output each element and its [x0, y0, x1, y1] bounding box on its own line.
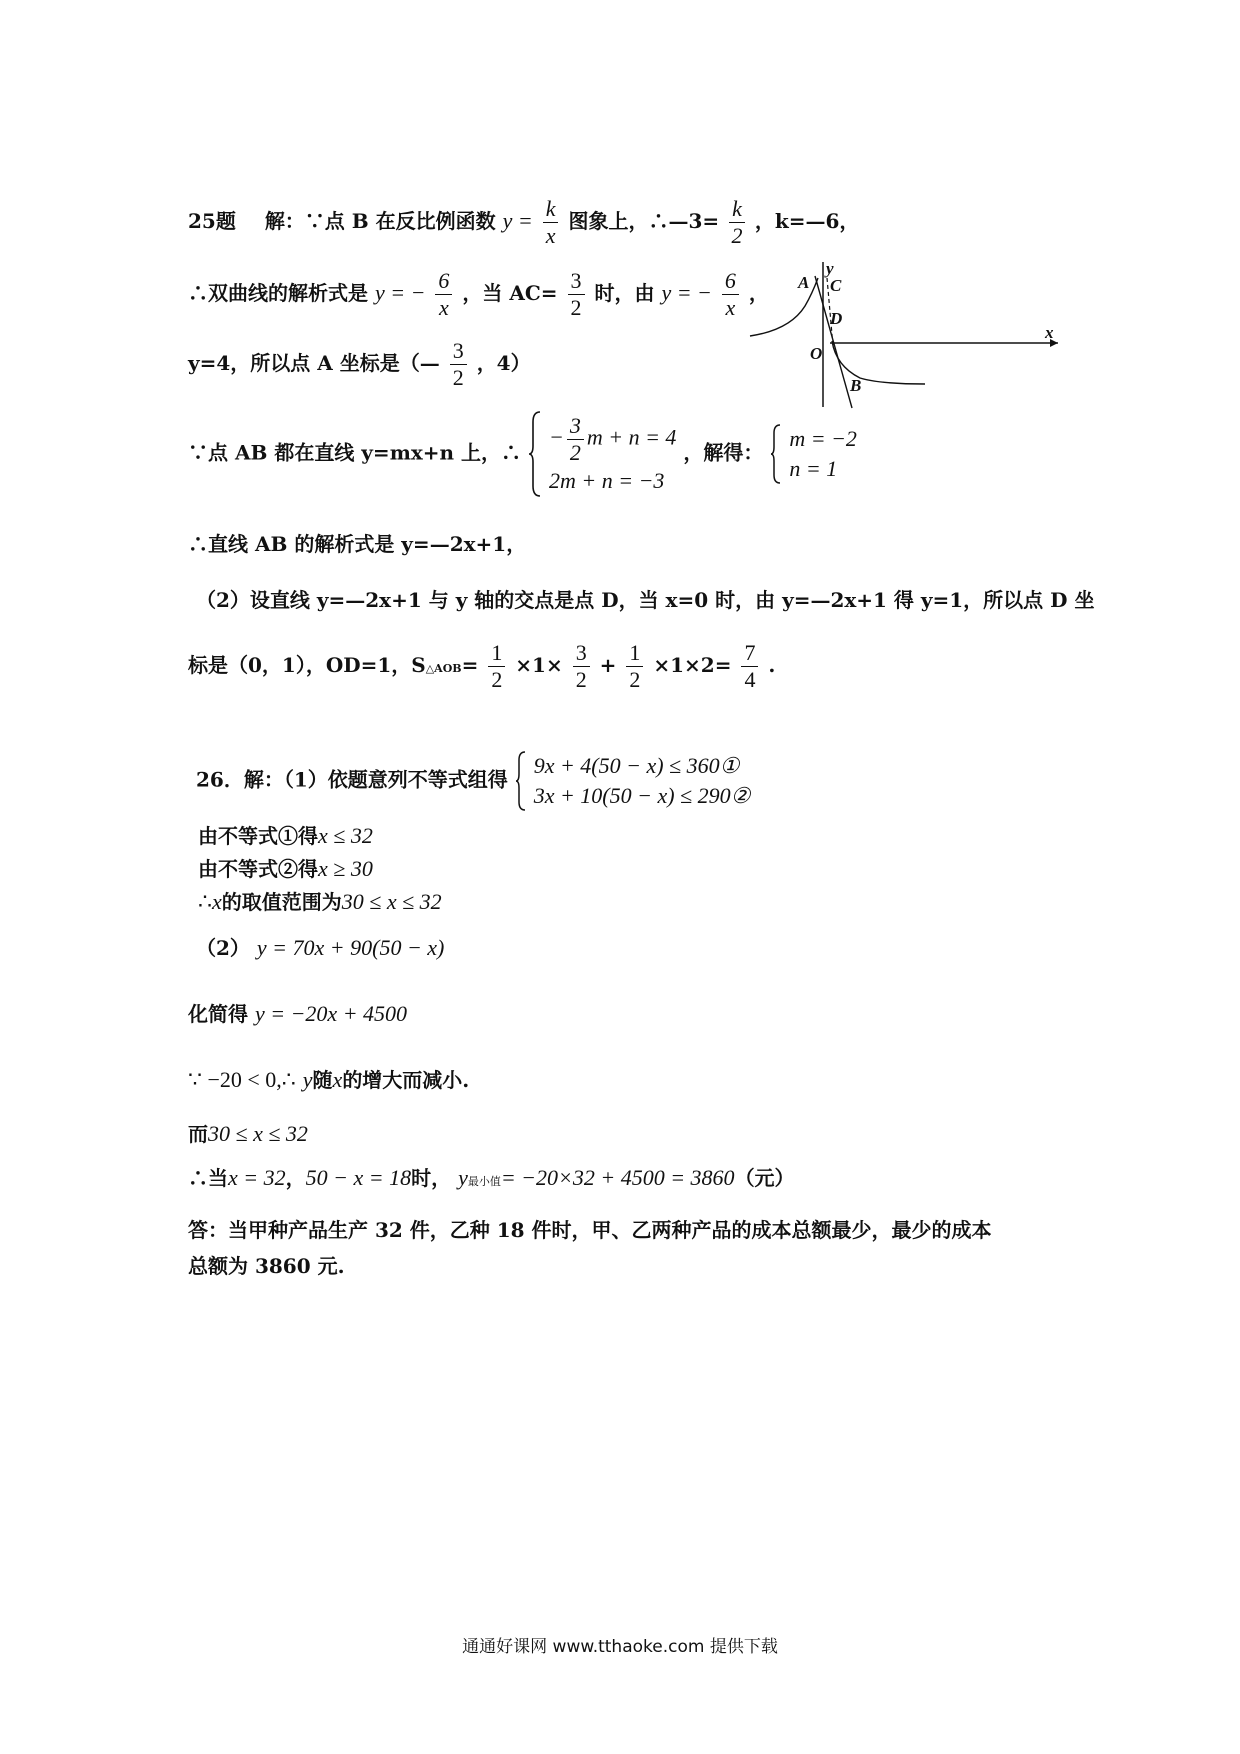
math-expr: ∵ −20 < 0,∴: [188, 1067, 296, 1092]
fraction: [573, 640, 590, 693]
solution-row: m = −2: [789, 426, 857, 451]
q25-line-7: [188, 640, 775, 693]
q25-line-5: ∴直线 AB 的解析式是 y=—2x+1，: [188, 532, 527, 556]
q25-text: .: [768, 653, 776, 677]
numerator: 1: [488, 640, 505, 667]
equation-system: [549, 413, 676, 496]
q26-text: （2）: [196, 936, 250, 960]
subscript: △AOB: [425, 662, 462, 675]
q25-text: ，: [748, 281, 769, 305]
label-o: O: [810, 344, 823, 363]
q25-text: 时，由: [594, 281, 655, 305]
fraction: [626, 640, 643, 693]
numerator: k: [729, 196, 745, 223]
q25-line-4: [188, 410, 857, 498]
math-expr: y = −20x + 4500: [254, 1001, 408, 1026]
left-brace-icon: [515, 750, 527, 812]
q25-line-1: [188, 196, 859, 249]
math-expr: y = −: [374, 280, 426, 305]
q25-line-2: [188, 268, 769, 321]
fraction: [568, 268, 585, 321]
q26-text: 随: [312, 1068, 333, 1092]
label-y: y: [826, 259, 834, 278]
q26-text: ∴当: [188, 1166, 228, 1190]
fraction: [435, 268, 452, 321]
math-expr: 50 − x = 18: [305, 1165, 412, 1190]
denominator: 2: [731, 223, 743, 248]
math-expr: 30 ≤ x ≤ 32: [341, 889, 442, 914]
q26-text: 而: [188, 1122, 208, 1146]
denominator: x: [439, 295, 449, 320]
denominator: 2: [575, 667, 587, 692]
q25-text: ，4）: [476, 351, 531, 375]
fraction: [450, 338, 467, 391]
q25-text: 解：∵点 B 在反比例函数: [264, 209, 496, 233]
numerator: 6: [722, 268, 739, 295]
q26-text: ，: [285, 1166, 306, 1190]
q26-text: （元）: [734, 1166, 795, 1190]
q26-text: 由不等式①得: [198, 824, 318, 848]
equation-row: 2m + n = −3: [548, 467, 665, 493]
denominator: 2: [569, 439, 581, 465]
math-expr: x ≤ 32: [318, 823, 373, 848]
numerator: 3: [568, 268, 585, 295]
inequality-system: [534, 751, 751, 811]
math-expr: x = 32: [228, 1165, 286, 1190]
q25-text: ，解得：: [683, 440, 764, 465]
q25-text: =: [461, 653, 479, 677]
q25-text: 标是（0，1），OD=1，S: [188, 653, 426, 677]
q26-line-1: [196, 750, 750, 812]
q26-line-2: [198, 822, 373, 850]
q26-text: 的增大而减小.: [342, 1068, 470, 1092]
solution-row: n = 1: [789, 456, 838, 481]
q26-line-8: [188, 1120, 308, 1148]
q26-text: 由不等式②得: [198, 857, 318, 881]
q26-line-7: [188, 1066, 469, 1094]
math-expr: y = 70x + 90(50 − x): [256, 935, 445, 960]
q25-text: ，当 AC=: [462, 281, 558, 305]
q25-line-3: [188, 338, 531, 391]
numerator: 3: [567, 413, 584, 440]
q26-line-5: [196, 934, 444, 962]
math-expr: y =: [502, 208, 533, 233]
math-expr: x ≥ 30: [318, 856, 373, 881]
left-brace-icon: [528, 410, 542, 498]
math-expr: ∴: [198, 889, 212, 914]
numerator: 3: [573, 640, 590, 667]
math-expr: y: [302, 1067, 313, 1092]
math-expr: x: [332, 1067, 343, 1092]
denominator: x: [545, 223, 556, 248]
numerator: 6: [435, 268, 452, 295]
inequality-row: 3x + 10(50 − x) ≤ 290②: [533, 783, 751, 808]
q26-text: 时，: [411, 1166, 452, 1190]
q25-text: +: [599, 653, 617, 677]
q25-text: y=4，所以点 A 坐标是（—: [188, 351, 440, 375]
label-a: A: [798, 273, 810, 292]
fraction: [567, 413, 584, 466]
q26-line-4: [198, 888, 442, 916]
hyperbola-right-branch: [832, 341, 925, 384]
math-expr: 30 ≤ x ≤ 32: [208, 1121, 308, 1146]
q25-text: ∴双曲线的解析式是: [188, 281, 368, 305]
q26-line-9: [188, 1164, 795, 1196]
denominator: x: [725, 295, 736, 320]
q26-answer-line-1: 答：当甲种产品生产 32 件，乙种 18 件时，甲、乙两种产品的成本总额最少，最少的成本: [188, 1218, 992, 1242]
math-expr: y: [458, 1165, 468, 1190]
label-d: D: [830, 309, 843, 328]
q26-text: 的取值范围为: [221, 890, 342, 914]
q26-line-3: [198, 855, 373, 883]
fraction: [722, 268, 739, 321]
denominator: 4: [744, 667, 756, 692]
numerator: k: [543, 196, 559, 223]
q25-text: 图象上，∴—3=: [568, 209, 720, 233]
q25-text: ×1×2=: [653, 653, 732, 677]
q25-text: ×1×: [515, 653, 563, 677]
math-expr: y = −: [661, 280, 712, 305]
fraction: [741, 640, 758, 693]
left-brace-icon: [770, 423, 782, 485]
q25-text: ，k=—6，: [754, 209, 860, 233]
page-footer: 通通好课网 www.tthaoke.com 提供下载: [462, 1637, 778, 1657]
equation-row: [549, 413, 676, 466]
q25-line-6: （2）设直线 y=—2x+1 与 y 轴的交点是点 D，当 x=0 时，由 y=—2x+1 得 y=1，所以点 D 坐: [196, 588, 1095, 612]
subscript: 最小值: [467, 1175, 501, 1188]
math-expr: −: [548, 424, 564, 450]
denominator: 2: [452, 365, 464, 390]
q26-text: 化简得: [188, 1002, 248, 1026]
q26-text: 26．解：（1）依题意列不等式组得: [196, 767, 508, 792]
label-b: B: [850, 376, 862, 395]
q26-line-6: [188, 1000, 407, 1028]
line-ab: [815, 276, 852, 408]
label-x: x: [1045, 323, 1054, 342]
label-c: C: [830, 276, 842, 295]
q26-answer-line-2: 总额为 3860 元.: [188, 1254, 345, 1278]
q25-number: 25题: [188, 209, 236, 233]
fraction: [543, 196, 559, 249]
math-expr: = −20×32 + 4500 = 3860: [500, 1165, 735, 1190]
fraction: [729, 196, 745, 249]
denominator: 2: [491, 667, 503, 692]
fraction: [488, 640, 505, 693]
numerator: 1: [626, 640, 643, 667]
math-expr: m + n = 4: [586, 424, 677, 450]
denominator: 2: [629, 667, 641, 692]
inequality-row: 9x + 4(50 − x) ≤ 360①: [533, 753, 740, 778]
denominator: 2: [570, 295, 582, 320]
numerator: 7: [741, 640, 758, 667]
numerator: 3: [450, 338, 467, 365]
q25-text: ∵点 AB 都在直线 y=mx+n 上，∴: [188, 440, 522, 465]
math-expr: x: [212, 889, 222, 914]
